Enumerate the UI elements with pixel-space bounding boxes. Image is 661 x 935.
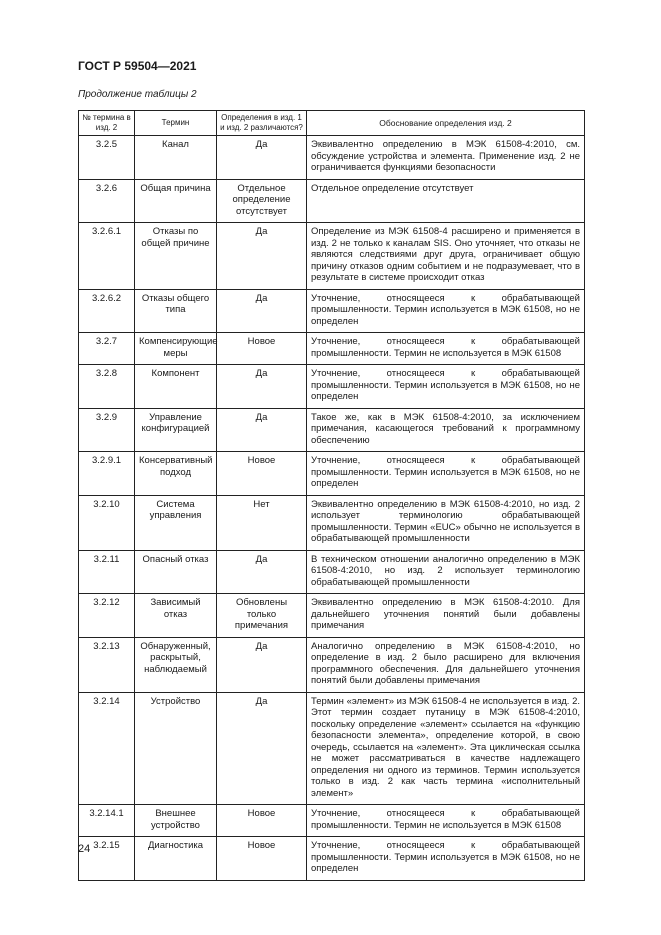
term-number: 3.2.9 [79,408,135,452]
basis-text: Уточнение, относящееся к обрабатывающей промышленности. Термин не используется в МЭК 61508 [307,333,585,365]
differs-value: Новое [217,452,307,496]
term-number: 3.2.6 [79,179,135,223]
table-row [79,408,585,452]
basis-text: Эквивалентно определению в МЭК 61508-4:2010. Для дальнейшего уточнения понятий были добавлены примечания [307,594,585,638]
term-name: Обнаруженный, раскрытый, наблюдаемый [135,637,217,692]
term-name: Зависимый отказ [135,594,217,638]
term-name: Компенсирующие меры [135,333,217,365]
term-number: 3.2.5 [79,136,135,180]
differs-value: Новое [217,837,307,881]
basis-text: Такое же, как в МЭК 61508-4:2010, за исключением примечания, касающегося требований к программному обеспечению [307,408,585,452]
term-name: Система управления [135,495,217,550]
term-name: Управление конфигурацией [135,408,217,452]
table-header-row [79,111,585,136]
term-number: 3.2.14.1 [79,805,135,837]
basis-text: Определение из МЭК 61508-4 расширено и применяется в изд. 2 не только к каналам SIS. Оно уточняет, что отказы не являются следствиями друг друга, ограничивает общую причину отказов одним событием и не подразумевает, что в результате в системе происходит отказ [307,223,585,290]
term-number: 3.2.14 [79,692,135,805]
document-code: ГОСТ Р 59504—2021 [78,59,197,73]
term-number: 3.2.6.2 [79,289,135,333]
basis-text: Уточнение, относящееся к обрабатывающей промышленности. Термин используется в МЭК 61508, но не определен [307,365,585,409]
table-row [79,637,585,692]
term-name: Общая причина [135,179,217,223]
term-number: 3.2.9.1 [79,452,135,496]
differs-value: Отдельное определение отсутствует [217,179,307,223]
term-number: 3.2.12 [79,594,135,638]
term-name: Компонент [135,365,217,409]
term-name: Отказы по общей причине [135,223,217,290]
table-row [79,179,585,223]
basis-text: Аналогично определению в МЭК 61508-4:2010, но определение в изд. 2 было расширено для включения программного обеспечения. Для дальнейшего уточнения понятий были добавлены примечания [307,637,585,692]
differs-value: Да [217,365,307,409]
col-header-differs: Определения в изд. 1 и изд. 2 различаются? [217,111,307,136]
term-number: 3.2.15 [79,837,135,881]
col-header-term: Термин [135,111,217,136]
differs-value: Новое [217,805,307,837]
table-caption: Продолжение таблицы 2 [78,89,197,100]
table-row [79,495,585,550]
basis-text: Отдельное определение отсутствует [307,179,585,223]
table-row [79,594,585,638]
table-row [79,136,585,180]
term-name: Отказы общего типа [135,289,217,333]
differs-value: Да [217,408,307,452]
basis-text: Эквивалентно определению в МЭК 61508-4:2010, но изд. 2 использует терминологию обрабатывающей промышленности. Термин «EUC» обычно не используется в обрабатывающей промышленности [307,495,585,550]
table-row [79,223,585,290]
term-number: 3.2.7 [79,333,135,365]
table-row [79,452,585,496]
table-row [79,333,585,365]
term-number: 3.2.6.1 [79,223,135,290]
basis-text: Термин «элемент» из МЭК 61508-4 не используется в изд. 2. Этот термин создает путаницу в МЭК 61508-4:2010, поскольку определение «элемент» ссылается на «функцию безопасности элемента», определение которой, в свою очередь, ссылается на «элемент». Эта циклическая ссылка не может рассматриваться в качестве надлежащего определения ни одного из терминов. Термин используется только в изд. 2 как часть термина «исполнительный элемент» [307,692,585,805]
col-header-basis: Обоснование определения изд. 2 [307,111,585,136]
col-header-number: № термина в изд. 2 [79,111,135,136]
basis-text: Уточнение, относящееся к обрабатывающей промышленности. Термин используется в МЭК 61508, но не определен [307,837,585,881]
differs-value: Обновлены только примечания [217,594,307,638]
table-row [79,692,585,805]
term-name: Опасный отказ [135,550,217,594]
differs-value: Да [217,289,307,333]
differs-value: Нет [217,495,307,550]
term-name: Устройство [135,692,217,805]
basis-text: Уточнение, относящееся к обрабатывающей промышленности. Термин не используется в МЭК 61508 [307,805,585,837]
term-name: Канал [135,136,217,180]
basis-text: Эквивалентно определению в МЭК 61508-4:2010, см. обсуждение устройства и элемента. Применение изд. 2 не ограничивается функциями безопасности [307,136,585,180]
table-row [79,837,585,881]
table-row [79,805,585,837]
term-number: 3.2.8 [79,365,135,409]
table-row [79,365,585,409]
basis-text: Уточнение, относящееся к обрабатывающей промышленности. Термин используется в МЭК 61508, но не определен [307,289,585,333]
table-body [79,136,585,881]
term-number: 3.2.13 [79,637,135,692]
term-number: 3.2.11 [79,550,135,594]
page-number: 24 [78,843,91,855]
terms-table [78,110,585,881]
term-name: Диагностика [135,837,217,881]
table-row [79,550,585,594]
differs-value: Да [217,550,307,594]
differs-value: Да [217,692,307,805]
basis-text: В техническом отношении аналогично определению в МЭК 61508-4:2010, но изд. 2 использует терминологию обрабатывающей промышленности [307,550,585,594]
differs-value: Новое [217,333,307,365]
differs-value: Да [217,136,307,180]
table-row [79,289,585,333]
term-name: Внешнее устройство [135,805,217,837]
differs-value: Да [217,637,307,692]
term-number: 3.2.10 [79,495,135,550]
differs-value: Да [217,223,307,290]
basis-text: Уточнение, относящееся к обрабатывающей промышленности. Термин используется в МЭК 61508, но не определен [307,452,585,496]
term-name: Консервативный подход [135,452,217,496]
